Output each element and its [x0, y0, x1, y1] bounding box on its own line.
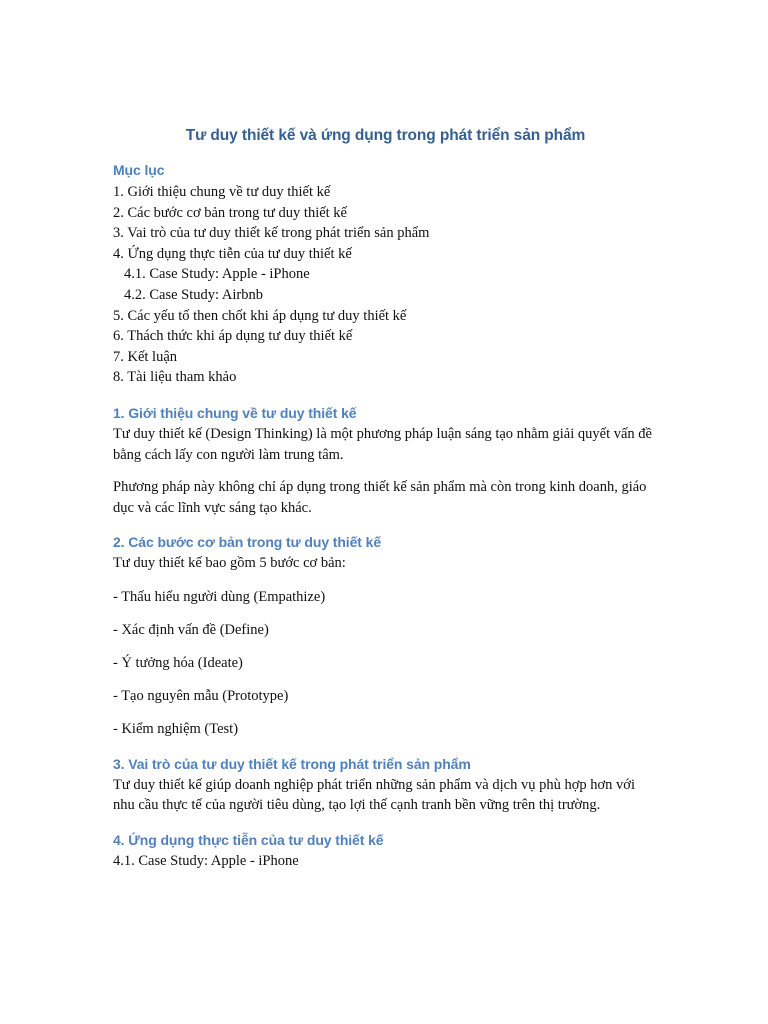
- section-paragraph: Phương pháp này không chỉ áp dụng trong thiết kế sản phẩm mà còn trong kinh doanh, giáo dục và các lĩnh vực sáng tạo khác.: [113, 479, 647, 516]
- steps-list: [113, 587, 658, 740]
- toc-item: 2. Các bước cơ bản trong tư duy thiết kế: [113, 204, 347, 221]
- table-of-contents: [113, 182, 658, 388]
- list-item: - Tạo nguyên mẫu (Prototype): [113, 688, 289, 705]
- toc-item: 6. Thách thức khi áp dụng tư duy thiết kế: [113, 328, 353, 345]
- list-item: - Ý tưởng hóa (Ideate): [113, 654, 243, 671]
- toc-item: 3. Vai trò của tư duy thiết kế trong phát triển sản phẩm: [113, 225, 430, 242]
- list-item: - Xác định vấn đề (Define): [113, 621, 269, 638]
- section-paragraph: Tư duy thiết kế (Design Thinking) là một phương pháp luận sáng tạo nhằm giải quyết vấn đề bằng cách lấy con người làm trung tâm.: [113, 425, 652, 463]
- list-item: - Thấu hiểu người dùng (Empathize): [113, 588, 326, 605]
- section-heading: 4. Ứng dụng thực tiễn của tư duy thiết kế: [113, 832, 384, 849]
- section-paragraph: Tư duy thiết kế bao gồm 5 bước cơ bản:: [113, 555, 346, 572]
- section-heading: 3. Vai trò của tư duy thiết kế trong phát triển sản phẩm: [113, 755, 471, 772]
- toc-item: 7. Kết luận: [113, 348, 178, 365]
- toc-subitem: 4.1. Case Study: Apple - iPhone: [124, 266, 310, 283]
- toc-subitem: 4.2. Case Study: Airbnb: [124, 286, 263, 303]
- toc-item: 8. Tài liệu tham khảo: [113, 369, 237, 386]
- section-paragraph: Tư duy thiết kế giúp doanh nghiệp phát triển những sản phẩm và dịch vụ phù hợp hơn với nhu cầu thực tế của người tiêu dùng, tạo lợi thế cạnh tranh bền vững trên thị trường.: [113, 776, 635, 814]
- section-heading: 1. Giới thiệu chung về tư duy thiết kế: [113, 404, 357, 421]
- section-paragraph: 4.1. Case Study: Apple - iPhone: [113, 853, 299, 870]
- section-heading: 2. Các bước cơ bản trong tư duy thiết kế: [113, 534, 382, 551]
- toc-item: 4. Ứng dụng thực tiễn của tư duy thiết kế: [113, 245, 352, 262]
- toc-item: 5. Các yếu tố then chốt khi áp dụng tư duy thiết kế: [113, 307, 407, 324]
- list-item: - Kiểm nghiệm (Test): [113, 721, 239, 738]
- toc-heading: Mục lục: [113, 162, 165, 178]
- document-title: Tư duy thiết kế và ứng dụng trong phát triển sản phẩm: [185, 127, 586, 144]
- document-page: [113, 124, 658, 872]
- toc-item: 1. Giới thiệu chung về tư duy thiết kế: [113, 184, 331, 200]
